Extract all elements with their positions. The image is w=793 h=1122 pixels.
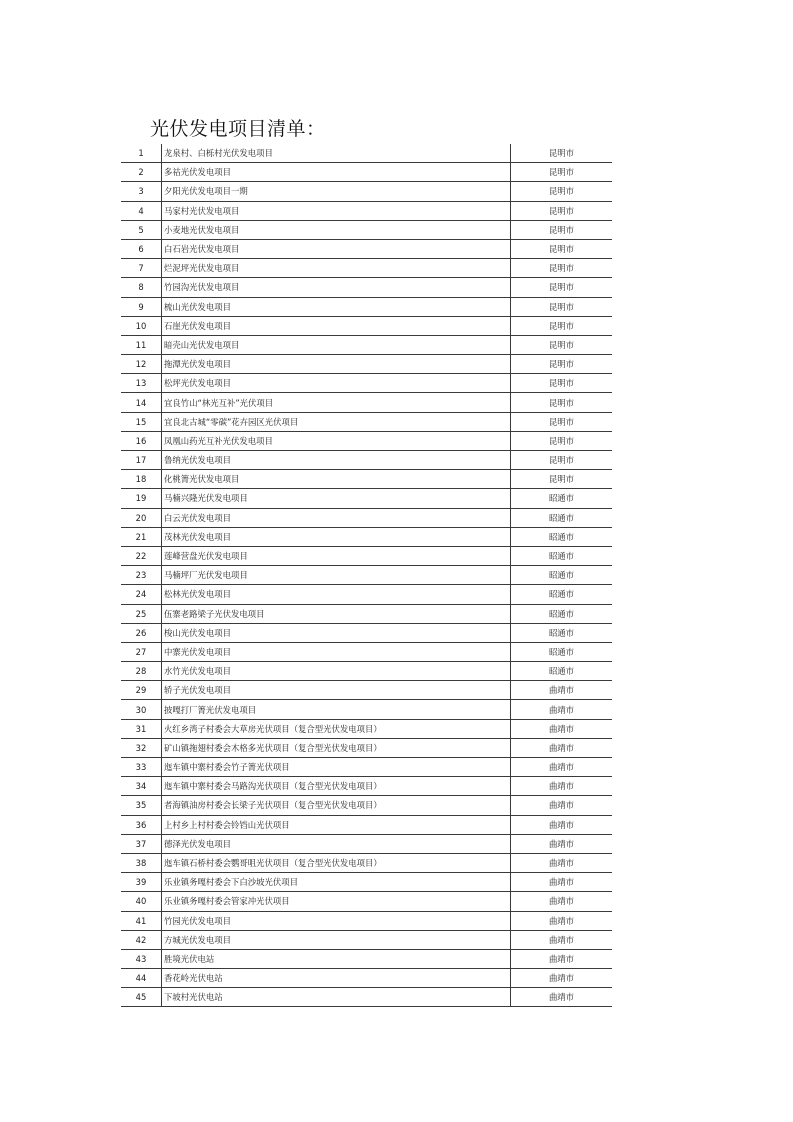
project-name: 伍寨老路梁子光伏发电项目	[162, 604, 511, 623]
project-name: 乐业镇务嘎村委会管家冲光伏项目	[162, 892, 511, 911]
row-number: 23	[121, 566, 162, 585]
row-number: 13	[121, 374, 162, 393]
row-number: 22	[121, 546, 162, 565]
table-row	[121, 777, 612, 796]
project-name: 梭山光伏发电项目	[162, 623, 511, 642]
project-name: 者海镇油房村委会长梁子光伏项目（复合型光伏发电项目）	[162, 796, 511, 815]
city-name: 曲靖市	[511, 969, 613, 988]
project-name: 龙泉村、白栎村光伏发电项目	[162, 144, 511, 163]
row-number: 21	[121, 527, 162, 546]
row-number: 10	[121, 316, 162, 335]
row-number: 45	[121, 988, 162, 1007]
city-name: 昆明市	[511, 374, 613, 393]
city-name: 曲靖市	[511, 815, 613, 834]
city-name: 昭通市	[511, 642, 613, 661]
project-name: 马楠兴隆光伏发电项目	[162, 489, 511, 508]
project-name: 上村乡上村村委会铃铛山光伏项目	[162, 815, 511, 834]
table-row	[121, 623, 612, 642]
row-number: 29	[121, 681, 162, 700]
city-name: 昆明市	[511, 297, 613, 316]
project-name: 多祜光伏发电项目	[162, 163, 511, 182]
city-name: 昭通市	[511, 508, 613, 527]
row-number: 25	[121, 604, 162, 623]
table-row	[121, 681, 612, 700]
row-number: 24	[121, 585, 162, 604]
table-row	[121, 642, 612, 661]
city-name: 曲靖市	[511, 777, 613, 796]
row-number: 12	[121, 355, 162, 374]
city-name: 昆明市	[511, 335, 613, 354]
city-name: 昆明市	[511, 470, 613, 489]
row-number: 2	[121, 163, 162, 182]
project-name: 化桃箐光伏发电项目	[162, 470, 511, 489]
table-row	[121, 853, 612, 872]
city-name: 昭通市	[511, 585, 613, 604]
row-number: 37	[121, 834, 162, 853]
city-name: 曲靖市	[511, 834, 613, 853]
project-name: 披嘎打厂箐光伏发电项目	[162, 700, 511, 719]
table-row	[121, 489, 612, 508]
table-row	[121, 988, 612, 1007]
row-number: 19	[121, 489, 162, 508]
row-number: 11	[121, 335, 162, 354]
project-name: 暗壳山光伏发电项目	[162, 335, 511, 354]
project-name: 石崖光伏发电项目	[162, 316, 511, 335]
project-name: 宜良北古城“零碳”花卉园区光伏项目	[162, 412, 511, 431]
table-row	[121, 892, 612, 911]
table-row	[121, 412, 612, 431]
table-row	[121, 393, 612, 412]
row-number: 40	[121, 892, 162, 911]
city-name: 昭通市	[511, 662, 613, 681]
table-row	[121, 355, 612, 374]
row-number: 42	[121, 930, 162, 949]
city-name: 曲靖市	[511, 758, 613, 777]
project-name: 凤凰山药光互补光伏发电项目	[162, 431, 511, 450]
row-number: 32	[121, 738, 162, 757]
row-number: 30	[121, 700, 162, 719]
city-name: 昆明市	[511, 239, 613, 258]
project-name: 白云光伏发电项目	[162, 508, 511, 527]
project-name: 香花岭光伏电站	[162, 969, 511, 988]
row-number: 5	[121, 220, 162, 239]
city-name: 昆明市	[511, 451, 613, 470]
project-name: 中寨光伏发电项目	[162, 642, 511, 661]
project-name: 方城光伏发电项目	[162, 930, 511, 949]
project-name: 拖潭光伏发电项目	[162, 355, 511, 374]
project-name: 迤车镇中寨村委会马路沟光伏项目（复合型光伏发电项目）	[162, 777, 511, 796]
city-name: 昆明市	[511, 431, 613, 450]
table-row	[121, 374, 612, 393]
table-row	[121, 201, 612, 220]
city-name: 曲靖市	[511, 930, 613, 949]
project-name: 小麦地光伏发电项目	[162, 220, 511, 239]
row-number: 18	[121, 470, 162, 489]
project-name: 竹园沟光伏发电项目	[162, 278, 511, 297]
table-row	[121, 719, 612, 738]
row-number: 3	[121, 182, 162, 201]
row-number: 9	[121, 297, 162, 316]
table-row	[121, 144, 612, 163]
table-row	[121, 278, 612, 297]
city-name: 昆明市	[511, 278, 613, 297]
project-name: 水竹光伏发电项目	[162, 662, 511, 681]
row-number: 33	[121, 758, 162, 777]
city-name: 昭通市	[511, 623, 613, 642]
table-row	[121, 700, 612, 719]
project-name: 迤车镇中寨村委会竹子箐光伏项目	[162, 758, 511, 777]
table-row	[121, 873, 612, 892]
project-name: 德泽光伏发电项目	[162, 834, 511, 853]
project-name: 马楠坪厂光伏发电项目	[162, 566, 511, 585]
project-table-body	[121, 144, 612, 1007]
row-number: 16	[121, 431, 162, 450]
project-name: 马家村光伏发电项目	[162, 201, 511, 220]
project-name: 竹园光伏发电项目	[162, 911, 511, 930]
table-row	[121, 969, 612, 988]
table-row	[121, 508, 612, 527]
project-name: 松坪光伏发电项目	[162, 374, 511, 393]
project-name: 火红乡湾子村委会大草房光伏项目（复合型光伏发电项目）	[162, 719, 511, 738]
project-table	[121, 144, 612, 1007]
table-row	[121, 758, 612, 777]
city-name: 曲靖市	[511, 719, 613, 738]
city-name: 曲靖市	[511, 681, 613, 700]
row-number: 35	[121, 796, 162, 815]
table-row	[121, 297, 612, 316]
row-number: 41	[121, 911, 162, 930]
table-row	[121, 335, 612, 354]
table-row	[121, 604, 612, 623]
row-number: 39	[121, 873, 162, 892]
row-number: 6	[121, 239, 162, 258]
table-row	[121, 911, 612, 930]
city-name: 曲靖市	[511, 949, 613, 968]
city-name: 昆明市	[511, 144, 613, 163]
table-row	[121, 566, 612, 585]
table-row	[121, 546, 612, 565]
city-name: 昆明市	[511, 201, 613, 220]
project-name: 鲁纳光伏发电项目	[162, 451, 511, 470]
project-name: 白石岩光伏发电项目	[162, 239, 511, 258]
row-number: 44	[121, 969, 162, 988]
table-row	[121, 316, 612, 335]
project-name: 松林光伏发电项目	[162, 585, 511, 604]
city-name: 曲靖市	[511, 892, 613, 911]
row-number: 28	[121, 662, 162, 681]
row-number: 7	[121, 259, 162, 278]
city-name: 昆明市	[511, 259, 613, 278]
table-row	[121, 930, 612, 949]
city-name: 昆明市	[511, 393, 613, 412]
project-name: 宜良竹山“林光互补”光伏项目	[162, 393, 511, 412]
project-name: 轿子光伏发电项目	[162, 681, 511, 700]
project-name: 迤车镇石桥村委会鹦哥咀光伏项目（复合型光伏发电项目）	[162, 853, 511, 872]
city-name: 曲靖市	[511, 700, 613, 719]
table-row	[121, 949, 612, 968]
city-name: 昆明市	[511, 220, 613, 239]
row-number: 26	[121, 623, 162, 642]
city-name: 昭通市	[511, 546, 613, 565]
project-name: 下坡村光伏电站	[162, 988, 511, 1007]
project-name: 乐业镇务嘎村委会下白沙坡光伏项目	[162, 873, 511, 892]
table-row	[121, 527, 612, 546]
project-name: 茂林光伏发电项目	[162, 527, 511, 546]
project-name: 矿山镇拖翅村委会木格多光伏项目（复合型光伏发电项目）	[162, 738, 511, 757]
row-number: 14	[121, 393, 162, 412]
city-name: 昆明市	[511, 163, 613, 182]
row-number: 43	[121, 949, 162, 968]
table-row	[121, 431, 612, 450]
project-name: 莲峰营盘光伏发电项目	[162, 546, 511, 565]
row-number: 34	[121, 777, 162, 796]
table-row	[121, 220, 612, 239]
city-name: 曲靖市	[511, 853, 613, 872]
table-row	[121, 239, 612, 258]
city-name: 昆明市	[511, 412, 613, 431]
table-row	[121, 738, 612, 757]
city-name: 昭通市	[511, 489, 613, 508]
row-number: 38	[121, 853, 162, 872]
table-row	[121, 796, 612, 815]
city-name: 昭通市	[511, 527, 613, 546]
city-name: 曲靖市	[511, 738, 613, 757]
table-row	[121, 585, 612, 604]
table-row	[121, 182, 612, 201]
city-name: 昭通市	[511, 604, 613, 623]
row-number: 17	[121, 451, 162, 470]
project-name: 夕阳光伏发电项目一期	[162, 182, 511, 201]
table-row	[121, 470, 612, 489]
project-name: 梳山光伏发电项目	[162, 297, 511, 316]
table-row	[121, 834, 612, 853]
row-number: 8	[121, 278, 162, 297]
table-row	[121, 662, 612, 681]
page-title: 光伏发电项目清单：	[150, 118, 326, 140]
row-number: 4	[121, 201, 162, 220]
project-name: 烂泥坪光伏发电项目	[162, 259, 511, 278]
row-number: 20	[121, 508, 162, 527]
row-number: 1	[121, 144, 162, 163]
city-name: 昭通市	[511, 566, 613, 585]
table-row	[121, 259, 612, 278]
row-number: 36	[121, 815, 162, 834]
city-name: 曲靖市	[511, 796, 613, 815]
city-name: 曲靖市	[511, 873, 613, 892]
table-row	[121, 163, 612, 182]
table-row	[121, 815, 612, 834]
row-number: 15	[121, 412, 162, 431]
table-row	[121, 451, 612, 470]
city-name: 昆明市	[511, 316, 613, 335]
project-name: 胜境光伏电站	[162, 949, 511, 968]
city-name: 曲靖市	[511, 911, 613, 930]
row-number: 27	[121, 642, 162, 661]
city-name: 曲靖市	[511, 988, 613, 1007]
city-name: 昆明市	[511, 182, 613, 201]
city-name: 昆明市	[511, 355, 613, 374]
row-number: 31	[121, 719, 162, 738]
